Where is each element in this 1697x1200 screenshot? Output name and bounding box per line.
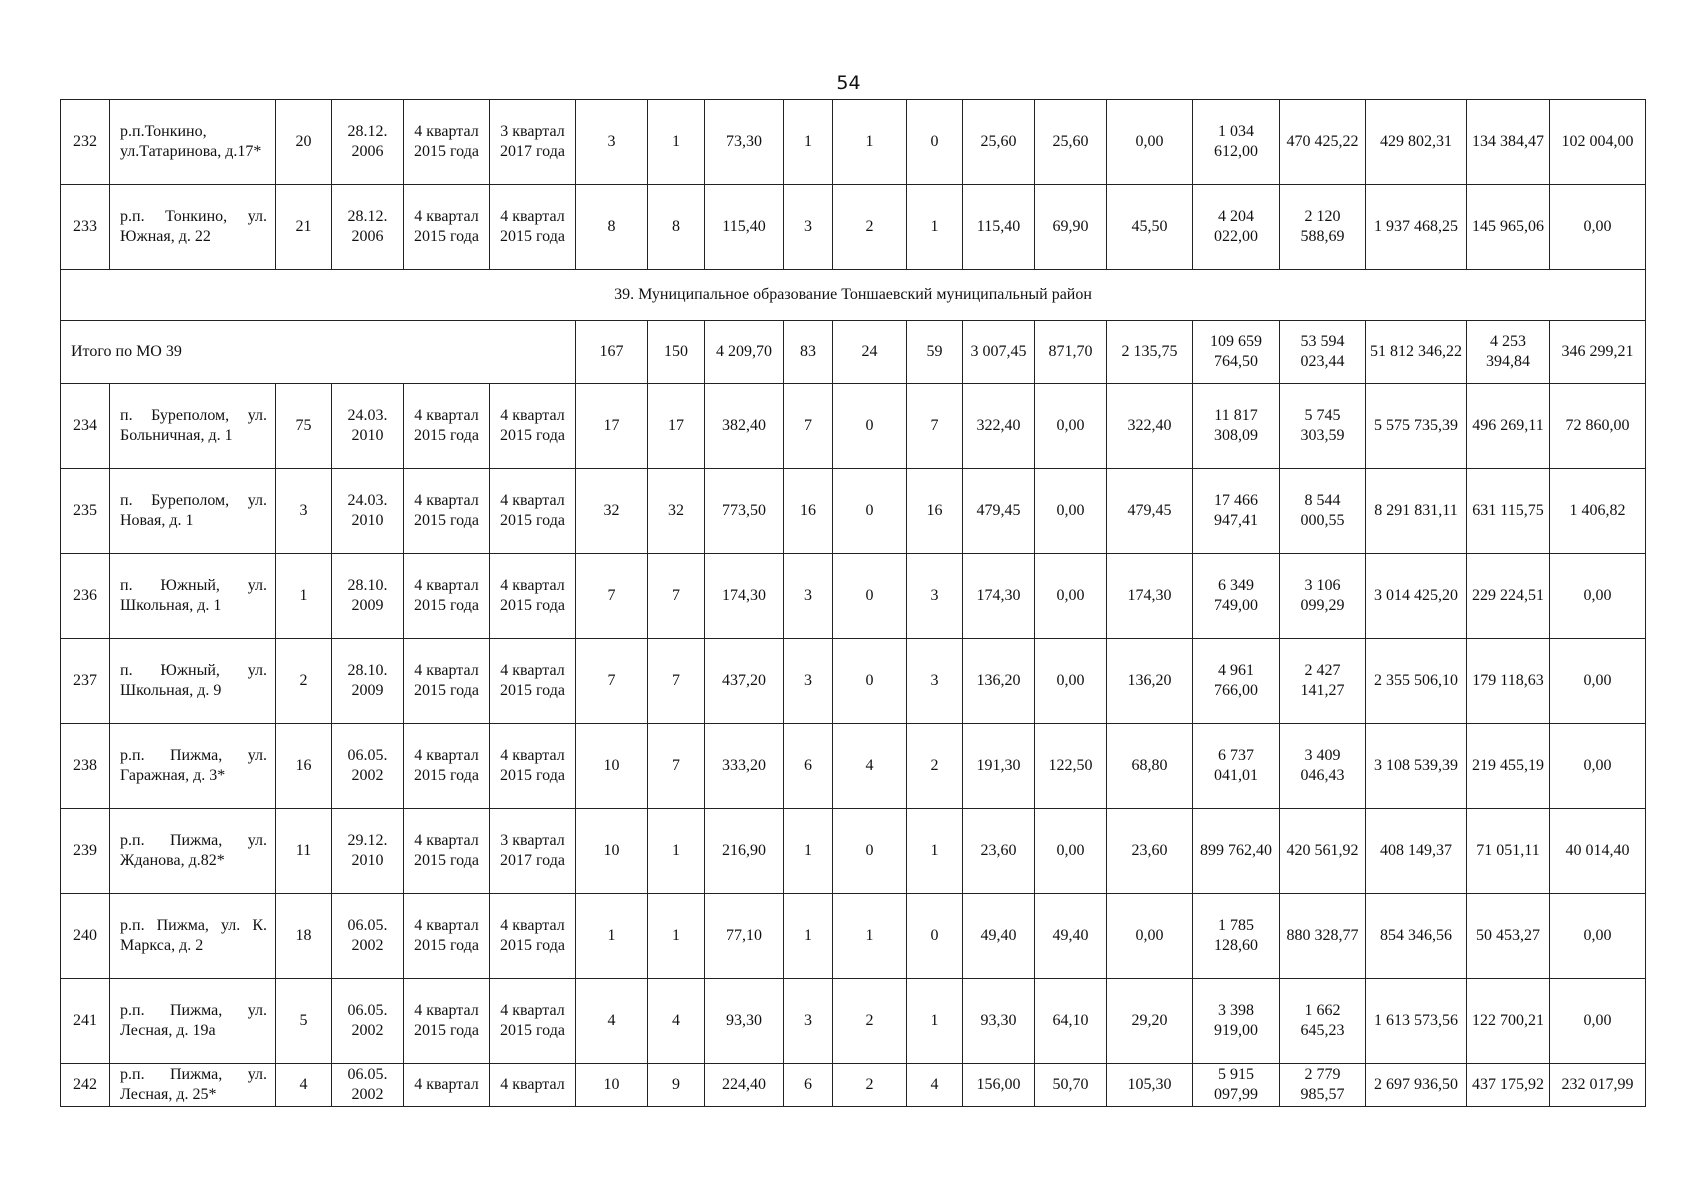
area-total: 174,30 bbox=[705, 554, 784, 639]
cost-fund: 1 662 645,23 bbox=[1280, 979, 1366, 1064]
area-owned: 50,70 bbox=[1035, 1064, 1107, 1107]
actual-date: 4 квартал 2015 года bbox=[490, 185, 576, 270]
area-resettled: 23,60 bbox=[963, 809, 1035, 894]
area-municipal: 174,30 bbox=[1107, 554, 1193, 639]
address: р.п.Тонкино, ул.Татаринова, д.17* bbox=[110, 100, 276, 185]
document-number: 18 bbox=[276, 894, 332, 979]
area-municipal: 479,45 bbox=[1107, 469, 1193, 554]
cost-extra: 0,00 bbox=[1550, 979, 1646, 1064]
cost-total: 4 961 766,00 bbox=[1193, 639, 1280, 724]
row-number: 234 bbox=[61, 384, 110, 469]
area-total: 115,40 bbox=[705, 185, 784, 270]
area-total: 216,90 bbox=[705, 809, 784, 894]
planned-date: 4 квартал 2015 года bbox=[404, 469, 490, 554]
area-municipal: 23,60 bbox=[1107, 809, 1193, 894]
area-owned: 0,00 bbox=[1035, 554, 1107, 639]
area-resettled: 25,60 bbox=[963, 100, 1035, 185]
rooms-municipal: 0 bbox=[907, 100, 963, 185]
cost-extra: 0,00 bbox=[1550, 894, 1646, 979]
rooms-owned: 0 bbox=[833, 639, 907, 724]
residents-resettled: 1 bbox=[648, 809, 705, 894]
residents-resettled: 32 bbox=[648, 469, 705, 554]
total-area-municipal: 2 135,75 bbox=[1107, 321, 1193, 384]
cost-local: 229 224,51 bbox=[1467, 554, 1550, 639]
area-total: 773,50 bbox=[705, 469, 784, 554]
document-number: 1 bbox=[276, 554, 332, 639]
actual-date: 4 квартал 2015 года bbox=[490, 639, 576, 724]
address: р.п. Пижма, ул. Жданова, д.82* bbox=[110, 809, 276, 894]
rooms-total: 1 bbox=[784, 100, 833, 185]
cost-region: 2 355 506,10 bbox=[1366, 639, 1467, 724]
rooms-total: 1 bbox=[784, 894, 833, 979]
cost-extra: 1 406,82 bbox=[1550, 469, 1646, 554]
document-date: 28.12. 2006 bbox=[332, 100, 404, 185]
residents-total: 10 bbox=[576, 809, 648, 894]
residents-resettled: 7 bbox=[648, 554, 705, 639]
planned-date: 4 квартал 2015 года bbox=[404, 894, 490, 979]
rooms-owned: 1 bbox=[833, 100, 907, 185]
actual-date: 4 квартал 2015 года bbox=[490, 554, 576, 639]
cost-region: 854 346,56 bbox=[1366, 894, 1467, 979]
cost-extra: 0,00 bbox=[1550, 639, 1646, 724]
residents-total: 10 bbox=[576, 724, 648, 809]
cost-total: 4 204 022,00 bbox=[1193, 185, 1280, 270]
area-resettled: 191,30 bbox=[963, 724, 1035, 809]
cost-extra: 232 017,99 bbox=[1550, 1064, 1646, 1107]
cost-fund: 880 328,77 bbox=[1280, 894, 1366, 979]
page-number: 54 bbox=[836, 72, 861, 94]
table-row bbox=[61, 979, 1646, 1064]
residents-total: 32 bbox=[576, 469, 648, 554]
address: п. Южный, ул. Школьная, д. 1 bbox=[110, 554, 276, 639]
area-municipal: 105,30 bbox=[1107, 1064, 1193, 1107]
cost-region: 2 697 936,50 bbox=[1366, 1064, 1467, 1107]
rooms-owned: 1 bbox=[833, 894, 907, 979]
cost-extra: 0,00 bbox=[1550, 554, 1646, 639]
planned-date: 4 квартал 2015 года bbox=[404, 809, 490, 894]
cost-local: 437 175,92 bbox=[1467, 1064, 1550, 1107]
document-number: 21 bbox=[276, 185, 332, 270]
document-date: 24.03. 2010 bbox=[332, 384, 404, 469]
cost-total: 11 817 308,09 bbox=[1193, 384, 1280, 469]
area-owned: 122,50 bbox=[1035, 724, 1107, 809]
cost-local: 631 115,75 bbox=[1467, 469, 1550, 554]
area-municipal: 0,00 bbox=[1107, 100, 1193, 185]
area-total: 224,40 bbox=[705, 1064, 784, 1107]
cost-total: 1 785 128,60 bbox=[1193, 894, 1280, 979]
total-cost-extra: 346 299,21 bbox=[1550, 321, 1646, 384]
area-resettled: 174,30 bbox=[963, 554, 1035, 639]
residents-total: 1 bbox=[576, 894, 648, 979]
document-number: 20 bbox=[276, 100, 332, 185]
row-number: 233 bbox=[61, 185, 110, 270]
area-resettled: 49,40 bbox=[963, 894, 1035, 979]
cost-local: 134 384,47 bbox=[1467, 100, 1550, 185]
total-residents: 167 bbox=[576, 321, 648, 384]
total-cost-region: 51 812 346,22 bbox=[1366, 321, 1467, 384]
cost-region: 1 613 573,56 bbox=[1366, 979, 1467, 1064]
cost-region: 5 575 735,39 bbox=[1366, 384, 1467, 469]
total-cost: 109 659 764,50 bbox=[1193, 321, 1280, 384]
document-date: 28.12. 2006 bbox=[332, 185, 404, 270]
rooms-total: 16 bbox=[784, 469, 833, 554]
residents-resettled: 1 bbox=[648, 894, 705, 979]
cost-total: 899 762,40 bbox=[1193, 809, 1280, 894]
document-date: 28.10. 2009 bbox=[332, 554, 404, 639]
residents-resettled: 1 bbox=[648, 100, 705, 185]
cost-total: 5 915 097,99 bbox=[1193, 1064, 1280, 1107]
residents-total: 7 bbox=[576, 639, 648, 724]
address: п. Буреполом, ул. Новая, д. 1 bbox=[110, 469, 276, 554]
rooms-owned: 2 bbox=[833, 979, 907, 1064]
row-number: 237 bbox=[61, 639, 110, 724]
table-row bbox=[61, 469, 1646, 554]
rooms-total: 6 bbox=[784, 724, 833, 809]
area-municipal: 0,00 bbox=[1107, 894, 1193, 979]
residents-total: 7 bbox=[576, 554, 648, 639]
cost-total: 3 398 919,00 bbox=[1193, 979, 1280, 1064]
total-resettled: 150 bbox=[648, 321, 705, 384]
actual-date: 4 квартал 2015 года bbox=[490, 724, 576, 809]
rooms-total: 3 bbox=[784, 979, 833, 1064]
planned-date: 4 квартал 2015 года bbox=[404, 639, 490, 724]
document-date: 06.05. 2002 bbox=[332, 724, 404, 809]
document-number: 3 bbox=[276, 469, 332, 554]
row-number: 239 bbox=[61, 809, 110, 894]
cost-extra: 102 004,00 bbox=[1550, 100, 1646, 185]
residents-resettled: 7 bbox=[648, 724, 705, 809]
area-municipal: 136,20 bbox=[1107, 639, 1193, 724]
row-number: 236 bbox=[61, 554, 110, 639]
total-area-owned: 871,70 bbox=[1035, 321, 1107, 384]
total-area: 4 209,70 bbox=[705, 321, 784, 384]
area-municipal: 68,80 bbox=[1107, 724, 1193, 809]
rooms-municipal: 1 bbox=[907, 185, 963, 270]
table-row bbox=[61, 724, 1646, 809]
area-owned: 0,00 bbox=[1035, 809, 1107, 894]
planned-date: 4 квартал 2015 года bbox=[404, 100, 490, 185]
rooms-owned: 0 bbox=[833, 809, 907, 894]
area-municipal: 29,20 bbox=[1107, 979, 1193, 1064]
cost-fund: 2 120 588,69 bbox=[1280, 185, 1366, 270]
rooms-total: 7 bbox=[784, 384, 833, 469]
rooms-municipal: 3 bbox=[907, 554, 963, 639]
cost-fund: 3 409 046,43 bbox=[1280, 724, 1366, 809]
planned-date: 4 квартал 2015 года bbox=[404, 185, 490, 270]
cost-local: 219 455,19 bbox=[1467, 724, 1550, 809]
document-date: 06.05. 2002 bbox=[332, 979, 404, 1064]
area-total: 382,40 bbox=[705, 384, 784, 469]
total-section bbox=[61, 321, 1646, 384]
residents-total: 4 bbox=[576, 979, 648, 1064]
actual-date: 4 квартал 2015 года bbox=[490, 384, 576, 469]
table-row bbox=[61, 639, 1646, 724]
rooms-total: 3 bbox=[784, 639, 833, 724]
document-date: 29.12. 2010 bbox=[332, 809, 404, 894]
rooms-municipal: 4 bbox=[907, 1064, 963, 1107]
rooms-owned: 2 bbox=[833, 185, 907, 270]
residents-total: 3 bbox=[576, 100, 648, 185]
planned-date: 4 квартал 2015 года bbox=[404, 979, 490, 1064]
rooms-municipal: 3 bbox=[907, 639, 963, 724]
area-total: 333,20 bbox=[705, 724, 784, 809]
area-municipal: 322,40 bbox=[1107, 384, 1193, 469]
total-label: Итого по МО 39 bbox=[61, 321, 576, 384]
area-total: 437,20 bbox=[705, 639, 784, 724]
row-number: 242 bbox=[61, 1064, 110, 1107]
total-rooms-owned: 24 bbox=[833, 321, 907, 384]
cost-region: 3 014 425,20 bbox=[1366, 554, 1467, 639]
cost-local: 145 965,06 bbox=[1467, 185, 1550, 270]
residents-resettled: 7 bbox=[648, 639, 705, 724]
table-row bbox=[61, 809, 1646, 894]
area-total: 77,10 bbox=[705, 894, 784, 979]
rooms-owned: 0 bbox=[833, 384, 907, 469]
document-date: 24.03. 2010 bbox=[332, 469, 404, 554]
cost-total: 1 034 612,00 bbox=[1193, 100, 1280, 185]
address: п. Буреполом, ул. Больничная, д. 1 bbox=[110, 384, 276, 469]
address: р.п. Пижма, ул. Лесная, д. 19а bbox=[110, 979, 276, 1064]
document-date: 06.05. 2002 bbox=[332, 894, 404, 979]
area-owned: 64,10 bbox=[1035, 979, 1107, 1064]
row-number: 241 bbox=[61, 979, 110, 1064]
cost-extra: 0,00 bbox=[1550, 185, 1646, 270]
rooms-total: 1 bbox=[784, 809, 833, 894]
area-owned: 0,00 bbox=[1035, 639, 1107, 724]
area-owned: 0,00 bbox=[1035, 469, 1107, 554]
cost-total: 6 349 749,00 bbox=[1193, 554, 1280, 639]
rooms-municipal: 0 bbox=[907, 894, 963, 979]
residents-resettled: 4 bbox=[648, 979, 705, 1064]
area-total: 93,30 bbox=[705, 979, 784, 1064]
table-row bbox=[61, 100, 1646, 185]
rooms-total: 3 bbox=[784, 185, 833, 270]
document-date: 28.10. 2009 bbox=[332, 639, 404, 724]
rooms-owned: 2 bbox=[833, 1064, 907, 1107]
table-row bbox=[61, 384, 1646, 469]
row-number: 240 bbox=[61, 894, 110, 979]
table-row bbox=[61, 894, 1646, 979]
table-row bbox=[61, 1064, 1646, 1107]
row-number: 232 bbox=[61, 100, 110, 185]
cost-region: 3 108 539,39 bbox=[1366, 724, 1467, 809]
planned-date: 4 квартал bbox=[404, 1064, 490, 1107]
address: п. Южный, ул. Школьная, д. 9 bbox=[110, 639, 276, 724]
residents-total: 17 bbox=[576, 384, 648, 469]
total-rooms: 83 bbox=[784, 321, 833, 384]
total-area-resettled: 3 007,45 bbox=[963, 321, 1035, 384]
residents-resettled: 17 bbox=[648, 384, 705, 469]
area-resettled: 156,00 bbox=[963, 1064, 1035, 1107]
document-date: 06.05. 2002 bbox=[332, 1064, 404, 1107]
actual-date: 4 квартал 2015 года bbox=[490, 469, 576, 554]
cost-extra: 40 014,40 bbox=[1550, 809, 1646, 894]
rooms-owned: 0 bbox=[833, 554, 907, 639]
cost-local: 50 453,27 bbox=[1467, 894, 1550, 979]
cost-region: 8 291 831,11 bbox=[1366, 469, 1467, 554]
table-row bbox=[61, 185, 1646, 270]
cost-local: 496 269,11 bbox=[1467, 384, 1550, 469]
address: р.п. Пижма, ул. Гаражная, д. 3* bbox=[110, 724, 276, 809]
rooms-total: 6 bbox=[784, 1064, 833, 1107]
address: р.п. Тонкино, ул. Южная, д. 22 bbox=[110, 185, 276, 270]
document-number: 4 bbox=[276, 1064, 332, 1107]
planned-date: 4 квартал 2015 года bbox=[404, 554, 490, 639]
total-rooms-municipal: 59 bbox=[907, 321, 963, 384]
rooms-municipal: 7 bbox=[907, 384, 963, 469]
actual-date: 4 квартал 2015 года bbox=[490, 894, 576, 979]
residents-resettled: 8 bbox=[648, 185, 705, 270]
rooms-total: 3 bbox=[784, 554, 833, 639]
document-number: 16 bbox=[276, 724, 332, 809]
document-number: 2 bbox=[276, 639, 332, 724]
area-municipal: 45,50 bbox=[1107, 185, 1193, 270]
cost-local: 71 051,11 bbox=[1467, 809, 1550, 894]
total-cost-fund: 53 594 023,44 bbox=[1280, 321, 1366, 384]
housing-registry-table bbox=[60, 99, 1646, 1107]
rows-before-section bbox=[61, 100, 1646, 270]
document-number: 11 bbox=[276, 809, 332, 894]
cost-local: 179 118,63 bbox=[1467, 639, 1550, 724]
area-resettled: 93,30 bbox=[963, 979, 1035, 1064]
area-resettled: 136,20 bbox=[963, 639, 1035, 724]
area-total: 73,30 bbox=[705, 100, 784, 185]
cost-total: 6 737 041,01 bbox=[1193, 724, 1280, 809]
residents-total: 8 bbox=[576, 185, 648, 270]
document-number: 5 bbox=[276, 979, 332, 1064]
area-resettled: 479,45 bbox=[963, 469, 1035, 554]
row-number: 238 bbox=[61, 724, 110, 809]
address: р.п. Пижма, ул. К. Маркса, д. 2 bbox=[110, 894, 276, 979]
document-number: 75 bbox=[276, 384, 332, 469]
address: р.п. Пижма, ул. Лесная, д. 25* bbox=[110, 1064, 276, 1107]
area-owned: 25,60 bbox=[1035, 100, 1107, 185]
cost-extra: 0,00 bbox=[1550, 724, 1646, 809]
residents-total: 10 bbox=[576, 1064, 648, 1107]
total-cost-local: 4 253 394,84 bbox=[1467, 321, 1550, 384]
rooms-municipal: 16 bbox=[907, 469, 963, 554]
cost-region: 1 937 468,25 bbox=[1366, 185, 1467, 270]
cost-fund: 470 425,22 bbox=[1280, 100, 1366, 185]
area-resettled: 322,40 bbox=[963, 384, 1035, 469]
rooms-owned: 4 bbox=[833, 724, 907, 809]
cost-extra: 72 860,00 bbox=[1550, 384, 1646, 469]
section-title: 39. Муниципальное образование Тоншаевский муниципальный район bbox=[61, 270, 1646, 321]
actual-date: 4 квартал 2015 года bbox=[490, 979, 576, 1064]
planned-date: 4 квартал 2015 года bbox=[404, 724, 490, 809]
cost-fund: 420 561,92 bbox=[1280, 809, 1366, 894]
cost-region: 429 802,31 bbox=[1366, 100, 1467, 185]
area-owned: 49,40 bbox=[1035, 894, 1107, 979]
actual-date: 3 квартал 2017 года bbox=[490, 100, 576, 185]
section-header bbox=[61, 270, 1646, 321]
cost-region: 408 149,37 bbox=[1366, 809, 1467, 894]
area-owned: 69,90 bbox=[1035, 185, 1107, 270]
total-row bbox=[61, 321, 1646, 384]
actual-date: 3 квартал 2017 года bbox=[490, 809, 576, 894]
cost-fund: 2 427 141,27 bbox=[1280, 639, 1366, 724]
rooms-municipal: 1 bbox=[907, 979, 963, 1064]
rooms-municipal: 1 bbox=[907, 809, 963, 894]
rows-after-section bbox=[61, 384, 1646, 1107]
cost-total: 17 466 947,41 bbox=[1193, 469, 1280, 554]
cost-fund: 3 106 099,29 bbox=[1280, 554, 1366, 639]
rooms-owned: 0 bbox=[833, 469, 907, 554]
residents-resettled: 9 bbox=[648, 1064, 705, 1107]
rooms-municipal: 2 bbox=[907, 724, 963, 809]
table-row bbox=[61, 554, 1646, 639]
cost-fund: 8 544 000,55 bbox=[1280, 469, 1366, 554]
planned-date: 4 квартал 2015 года bbox=[404, 384, 490, 469]
area-owned: 0,00 bbox=[1035, 384, 1107, 469]
cost-fund: 5 745 303,59 bbox=[1280, 384, 1366, 469]
cost-fund: 2 779 985,57 bbox=[1280, 1064, 1366, 1107]
actual-date: 4 квартал bbox=[490, 1064, 576, 1107]
cost-local: 122 700,21 bbox=[1467, 979, 1550, 1064]
area-resettled: 115,40 bbox=[963, 185, 1035, 270]
row-number: 235 bbox=[61, 469, 110, 554]
